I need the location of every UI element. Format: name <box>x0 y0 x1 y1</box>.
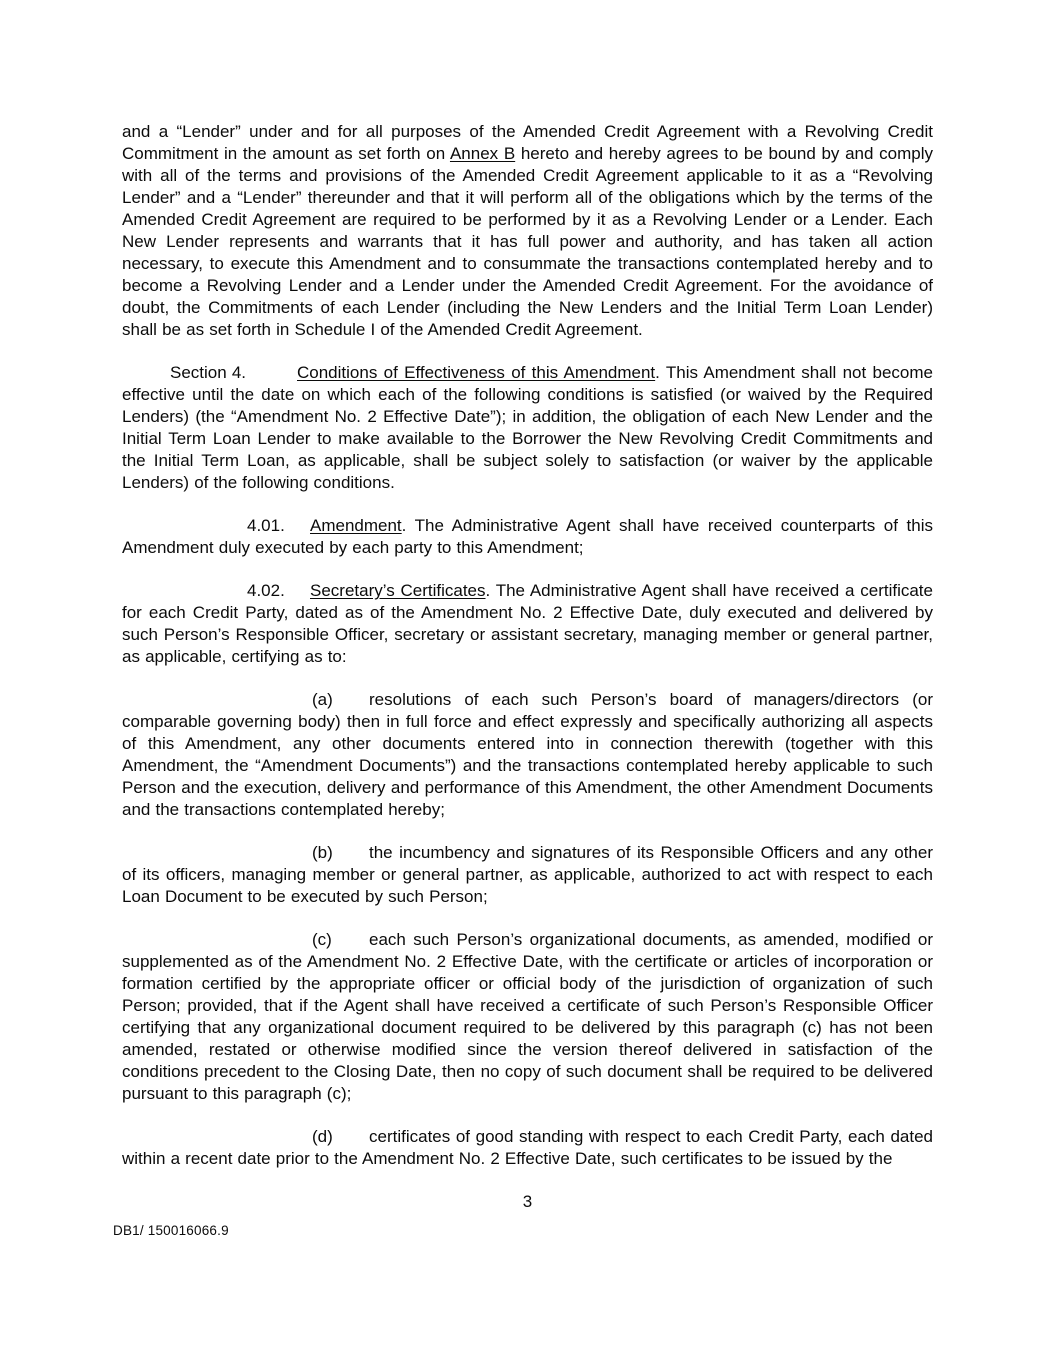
annex-b-reference: Annex B <box>449 144 516 163</box>
section-4-heading: Conditions of Effectiveness of this Amendment <box>297 363 656 382</box>
paragraph-text: . The Administrative Agent shall have received a certificate for each Credit Party, dated as of the Amendment No. 2 Effective Date, duly executed and delivered by such Person’s Responsible Officer, secretary or assistant secretary, managing member or general partner, as applicable, certifying as to: <box>122 581 933 666</box>
document-control-number: DB1/ 150016066.9 <box>113 1223 229 1238</box>
clause-letter-label: (d) <box>312 1127 333 1146</box>
clause-c-paragraph <box>122 929 933 1105</box>
paragraph-text: resolutions of each such Person’s board of managers/directors (or comparable governing body) then in full force and effect expressly and specifically authorizing all aspects of this Amendment, any other documents entered into in connection therewith (together with this Amendment, the “Amendment Documents”) and the transactions contemplated hereby applicable to such Person and the execution, delivery and performance of this Amendment, the other Amendment Documents and the transactions contemplated hereby; <box>122 690 933 819</box>
page-body-text <box>122 121 933 1191</box>
clause-letter-label: (c) <box>312 930 332 949</box>
clause-a-paragraph <box>122 689 933 821</box>
paragraph-text: hereto and hereby agrees to be bound by and comply with all of the terms and provisions of the Amended Credit Agreement applicable to it as a “Revolving Lender” and a “Lender” thereunder and that it will perform all of the obligations which by the terms of the Amended Credit Agreement are required to be performed by it as a Revolving Lender or a Lender. Each New Lender represents and warrants that it has full power and authority, and has taken all action necessary, to execute this Amendment and to consummate the transactions contemplated hereby and to become a Revolving Lender and a Lender under the Amended Credit Agreement. For the avoidance of doubt, the Commitments of each Lender (including the New Lenders and the Initial Term Loan Lender) shall be as set forth in Schedule I of the Amended Credit Agreement. <box>122 144 933 339</box>
clause-letter-label: (b) <box>312 843 333 862</box>
section-number-label: Section 4. <box>170 363 247 382</box>
paragraph-text: . The Administrative Agent shall have received counterparts of this Amendment duly executed by each party to this Amendment; <box>122 516 933 557</box>
intro-continuation-paragraph <box>122 121 933 341</box>
paragraph-text: certificates of good standing with respect to each Credit Party, each dated within a recent date prior to the Amendment No. 2 Effective Date, such certificates to be issued by the <box>122 1127 933 1168</box>
clause-b-paragraph <box>122 842 933 908</box>
paragraph-text: the incumbency and signatures of its Responsible Officers and any other of its officers, managing member or general partner, as applicable, authorized to act with respect to each Loan Document to be executed by such Person; <box>122 843 933 906</box>
clause-d-paragraph <box>122 1126 933 1170</box>
subsection-4-02-heading: Secretary’s Certificates <box>310 581 486 600</box>
paragraph-text: and a “Lender” under and for all purposes of the Amended Credit Agreement with a Revolving Credit Commitment in the amount as set forth on <box>122 122 933 163</box>
clause-letter-label: (a) <box>312 690 333 709</box>
subsection-4-02-paragraph <box>122 580 933 668</box>
paragraph-text: . This Amendment shall not become effective until the date on which each of the following conditions is satisfied (or waived by the Required Lenders) (the “Amendment No. 2 Effective Date”); in addition, the obligation of each New Lender and the Initial Term Loan Lender to make available to the Borrower the New Revolving Credit Commitments and the Initial Term Loan, as applicable, shall be subject solely to satisfaction (or waiver by the applicable Lenders) of the following conditions. <box>122 363 933 492</box>
paragraph-text: each such Person’s organizational documents, as amended, modified or supplemented as of the Amendment No. 2 Effective Date, with the certificate or articles of incorporation or formation certified by the appropriate officer or official body of the jurisdiction of organization of such Person; provided, that if the Agent shall have received a certificate of such Person’s Responsible Officer certifying that any organizational document required to be delivered by this paragraph (c) has not been amended, restated or otherwise modified since the version thereof delivered in satisfaction of the conditions precedent to the Closing Date, then no copy of such document shall be required to be delivered pursuant to this paragraph (c); <box>122 930 933 1103</box>
section-4-paragraph <box>122 362 933 494</box>
subsection-number-label: 4.01. <box>247 516 285 535</box>
page-number: 3 <box>522 1192 533 1211</box>
subsection-4-01-paragraph <box>122 515 933 559</box>
subsection-4-01-heading: Amendment <box>310 516 402 535</box>
subsection-number-label: 4.02. <box>247 581 285 600</box>
